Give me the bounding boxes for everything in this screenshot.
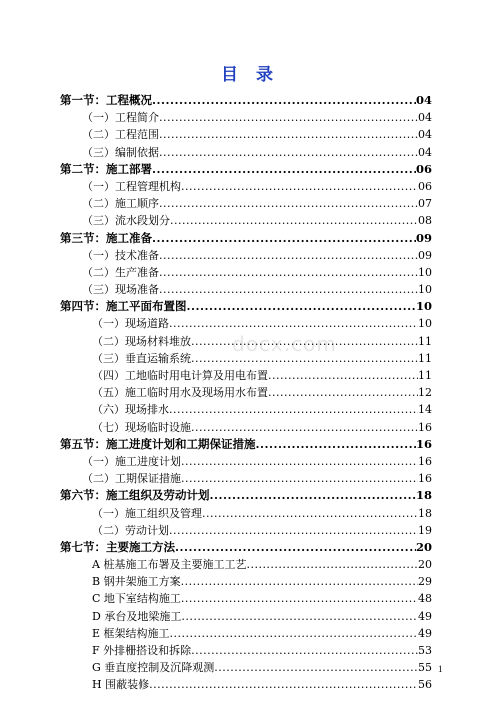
page-title: 目 录 bbox=[221, 65, 279, 85]
toc-subentry bbox=[60, 247, 432, 264]
toc-entry-title: 第六节：施工组织及劳动计划 bbox=[60, 488, 210, 503]
toc-section-entry bbox=[60, 298, 432, 315]
toc-page-number: 49 bbox=[418, 609, 432, 623]
toc-entry-title: 第三节：施工准备 bbox=[60, 230, 152, 245]
toc-entry-title: A 桩基施工布署及主要施工工艺 bbox=[92, 558, 247, 572]
toc-entry-title: （三）编制依据 bbox=[82, 145, 159, 159]
toc-section-entry bbox=[60, 436, 432, 453]
toc-subentry bbox=[60, 195, 432, 212]
toc-page-number: 56 bbox=[418, 678, 432, 692]
toc-page-number: 10 bbox=[418, 265, 432, 279]
toc-page-number: 55 bbox=[418, 661, 432, 675]
toc-entry-title: （三）现场准备 bbox=[82, 283, 159, 297]
toc-dot-leader bbox=[202, 505, 418, 522]
toc-dot-leader bbox=[181, 573, 418, 590]
toc-dot-leader bbox=[210, 487, 416, 504]
toc-section-entry bbox=[60, 487, 432, 504]
toc-page-number: 06 bbox=[415, 161, 432, 176]
toc-entry-title: 第五节：施工进度计划和工期保证措施 bbox=[60, 436, 256, 451]
toc-entry-title: （六）现场排水 bbox=[92, 403, 169, 417]
toc-dot-leader bbox=[246, 556, 418, 573]
toc-page-number: 16 bbox=[418, 472, 432, 486]
toc-page-number: 11 bbox=[418, 351, 432, 365]
toc-dot-leader bbox=[256, 436, 416, 453]
toc-dot-leader bbox=[191, 350, 418, 367]
toc-subentry bbox=[60, 470, 432, 487]
toc-subentry bbox=[60, 556, 432, 573]
toc-subentry bbox=[60, 144, 432, 161]
toc-entry-title: （一）技术准备 bbox=[82, 248, 159, 262]
toc-dot-leader bbox=[159, 144, 418, 161]
toc-entry-title: B 钢井架施工方案 bbox=[92, 575, 181, 589]
toc-entry-title: （一）工程管理机构 bbox=[82, 179, 181, 193]
toc-entry-title: 第七节：主要施工方法 bbox=[60, 539, 175, 554]
toc-page-number: 07 bbox=[418, 197, 432, 211]
toc-entry-title: （二）工期保证措施 bbox=[82, 472, 181, 486]
toc-dot-leader bbox=[149, 676, 418, 693]
toc-subentry bbox=[60, 384, 432, 401]
table-of-contents bbox=[60, 92, 432, 694]
toc-page-number: 12 bbox=[418, 386, 432, 400]
toc-page-number: 10 bbox=[418, 283, 432, 297]
toc-dot-leader bbox=[159, 247, 418, 264]
toc-subentry bbox=[60, 608, 432, 625]
toc-entry-title: 第二节：施工部署 bbox=[60, 161, 152, 176]
toc-subentry bbox=[60, 642, 432, 659]
toc-entry-title: （二）工程范围 bbox=[82, 128, 159, 142]
toc-page-number: 11 bbox=[418, 369, 432, 382]
toc-dot-leader bbox=[214, 659, 418, 676]
toc-dot-leader bbox=[191, 419, 418, 436]
toc-subentry bbox=[60, 281, 432, 298]
toc-subentry bbox=[60, 333, 432, 350]
toc-entry-title: D 承台及地梁施工 bbox=[92, 609, 182, 623]
toc-dot-leader bbox=[152, 161, 416, 178]
toc-page-number: 04 bbox=[418, 111, 432, 125]
toc-page-number: 16 bbox=[418, 420, 432, 434]
toc-dot-leader bbox=[159, 195, 418, 212]
watermark: docx.com bbox=[232, 332, 337, 356]
toc-subentry bbox=[60, 126, 432, 143]
toc-subentry bbox=[60, 676, 432, 693]
toc-subentry bbox=[60, 315, 432, 332]
toc-subentry bbox=[60, 522, 432, 539]
toc-page-number: 16 bbox=[418, 454, 432, 468]
toc-entry-title: E 框架结构施工 bbox=[92, 626, 170, 640]
toc-dot-leader bbox=[191, 333, 418, 350]
toc-dot-leader bbox=[152, 92, 416, 109]
toc-entry-title: 第四节：施工平面布置图 bbox=[60, 299, 187, 314]
toc-section-entry bbox=[60, 539, 432, 556]
toc-dot-leader bbox=[169, 522, 418, 539]
toc-page-number: 10 bbox=[418, 317, 432, 331]
toc-subentry bbox=[60, 401, 432, 418]
toc-entry-title: C 地下室结构施工 bbox=[92, 592, 181, 606]
toc-page-number: 16 bbox=[415, 436, 432, 451]
toc-page-number: 18 bbox=[418, 506, 432, 520]
toc-entry-title: （四）工地临时用电计算及用电布置 bbox=[92, 369, 268, 382]
toc-page-number: 04 bbox=[415, 93, 432, 107]
toc-entry-title: （二）施工顺序 bbox=[82, 197, 159, 211]
toc-entry-title: （三）流水段划分 bbox=[82, 214, 170, 228]
toc-dot-leader bbox=[175, 539, 416, 556]
toc-subentry bbox=[60, 505, 432, 522]
toc-entry-title: （二）生产准备 bbox=[82, 265, 159, 279]
toc-entry-title: （二）现场材料堆放 bbox=[92, 334, 191, 348]
toc-dot-leader bbox=[181, 608, 418, 625]
toc-subentry bbox=[60, 590, 432, 607]
toc-page-number: 11 bbox=[418, 334, 432, 348]
toc-entry-title: （三）垂直运输系统 bbox=[92, 351, 191, 365]
toc-page-number: 49 bbox=[418, 626, 432, 640]
toc-subentry bbox=[60, 625, 432, 642]
toc-page-number: 29 bbox=[418, 575, 432, 589]
toc-page-number: 48 bbox=[418, 592, 432, 606]
toc-subentry bbox=[60, 212, 432, 229]
toc-dot-leader bbox=[181, 178, 418, 195]
toc-entry-title: （一）施工组织及管理 bbox=[92, 506, 202, 520]
toc-section-entry bbox=[60, 161, 432, 178]
toc-page-number: 18 bbox=[415, 488, 432, 503]
toc-dot-leader bbox=[169, 315, 418, 332]
toc-page-number: 53 bbox=[418, 644, 432, 657]
toc-entry-title: G 垂直度控制及沉降观测 bbox=[92, 661, 215, 675]
toc-entry-title: （二）劳动计划 bbox=[92, 523, 169, 537]
toc-subentry bbox=[60, 419, 432, 436]
toc-dot-leader bbox=[268, 367, 418, 384]
toc-entry-title: 第一节：工程概况 bbox=[60, 93, 152, 107]
toc-subentry bbox=[60, 109, 432, 126]
page-number: 1 bbox=[438, 664, 443, 674]
toc-page-number: 10 bbox=[415, 299, 432, 314]
toc-page-number: 06 bbox=[418, 179, 432, 193]
toc-page-number: 09 bbox=[418, 248, 432, 262]
toc-page-number: 20 bbox=[418, 558, 432, 572]
toc-dot-leader bbox=[159, 126, 418, 143]
toc-page-number: 04 bbox=[418, 128, 432, 142]
toc-subentry bbox=[60, 367, 432, 384]
toc-entry-title: H 围蔽装修 bbox=[92, 678, 150, 692]
toc-page-number: 08 bbox=[418, 214, 432, 228]
toc-section-entry bbox=[60, 92, 432, 109]
toc-page-number: 14 bbox=[418, 403, 432, 417]
toc-dot-leader bbox=[170, 212, 418, 229]
toc-dot-leader bbox=[181, 453, 418, 470]
toc-section-entry bbox=[60, 230, 432, 247]
toc-dot-leader bbox=[187, 298, 416, 315]
toc-page-number: 09 bbox=[415, 230, 432, 245]
toc-dot-leader bbox=[181, 590, 418, 607]
toc-subentry bbox=[60, 659, 432, 676]
toc-dot-leader bbox=[159, 264, 418, 281]
toc-dot-leader bbox=[169, 401, 418, 418]
toc-dot-leader bbox=[181, 470, 418, 487]
toc-dot-leader bbox=[159, 281, 418, 298]
toc-page-number: 20 bbox=[415, 539, 432, 554]
toc-entry-title: F 外排栅搭设和拆除 bbox=[92, 644, 192, 657]
toc-entry-title: （一）工程简介 bbox=[82, 111, 159, 125]
toc-entry-title: （一）现场道路 bbox=[92, 317, 169, 331]
toc-subentry bbox=[60, 350, 432, 367]
toc-dot-leader bbox=[159, 109, 418, 126]
toc-subentry bbox=[60, 178, 432, 195]
toc-entry-title: （五）施工临时用水及现场用水布置 bbox=[92, 386, 268, 400]
toc-dot-leader bbox=[170, 625, 418, 642]
toc-dot-leader bbox=[268, 384, 418, 401]
toc-dot-leader bbox=[191, 642, 418, 659]
toc-page-number: 04 bbox=[418, 145, 432, 159]
toc-page-number: 19 bbox=[418, 523, 432, 537]
toc-subentry bbox=[60, 453, 432, 470]
toc-subentry bbox=[60, 264, 432, 281]
toc-entry-title: （一）施工进度计划 bbox=[82, 454, 181, 468]
toc-entry-title: （七）现场临时设施 bbox=[92, 420, 191, 434]
toc-dot-leader bbox=[152, 230, 416, 247]
toc-subentry bbox=[60, 573, 432, 590]
